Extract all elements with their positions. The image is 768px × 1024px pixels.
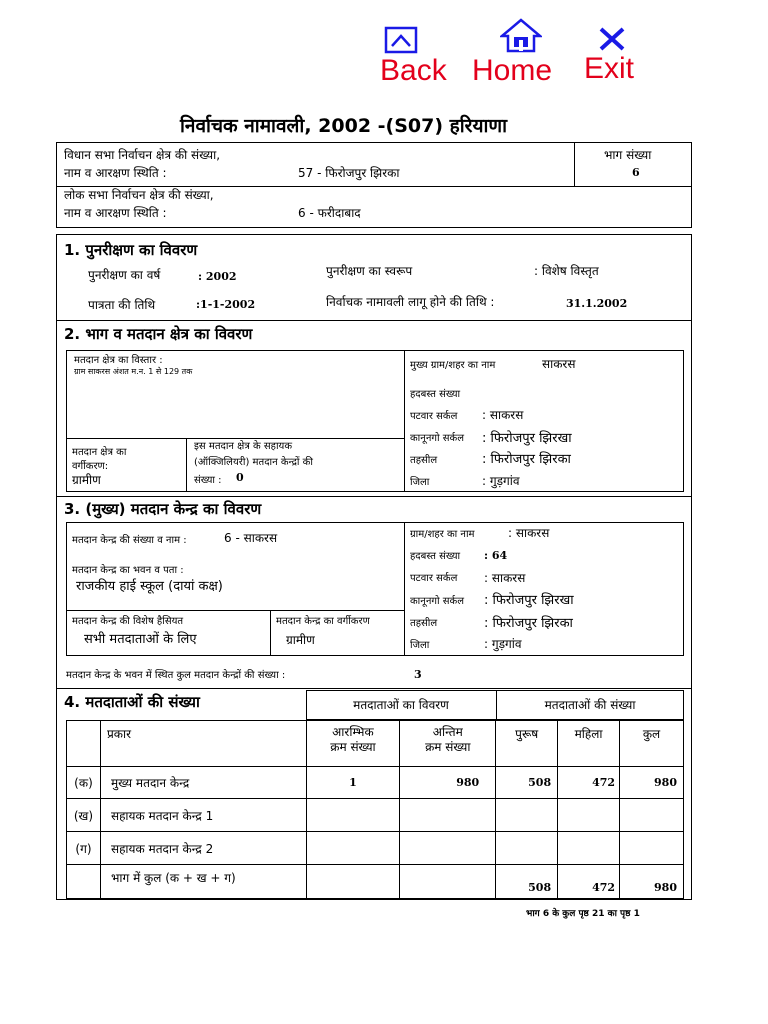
ps-class-label: मतदान केन्द्र का वर्गीकरण [276, 616, 370, 627]
section4-heading: 4. मतदाताओं की संख्या [64, 693, 200, 711]
s3-tehsil-value: : फिरोजपुर झिरका [484, 616, 573, 631]
back-box-icon [384, 26, 418, 54]
row-label: भाग में कुल (क + ख + ग) [110, 871, 236, 885]
row-label: मुख्य मतदान केन्द्र [110, 776, 190, 790]
ps-building-value: राजकीय हाई स्कूल (दायां कक्ष) [76, 579, 223, 594]
effective-date-label: निर्वाचक नामावली लागू होने की तिथि : [326, 295, 495, 309]
s2-hadbast-label: हदबस्त संख्या [410, 389, 461, 400]
area-class-value: ग्रामीण [72, 473, 101, 487]
close-icon [598, 26, 626, 52]
back-button[interactable] [378, 20, 466, 92]
s2-patwar-label: पटवार सर्कल [410, 411, 458, 422]
s3-tehsil-label: तहसील [410, 618, 438, 629]
revision-year-value: : 2002 [198, 270, 237, 283]
s3-kanungo-label: कानूनगो सर्कल [410, 596, 464, 607]
s3-village-value: : साकरस [508, 526, 550, 540]
row-label: सहायक मतदान केन्द्र 2 [110, 841, 214, 856]
row-total: 980 [654, 881, 677, 894]
row-start: 1 [349, 776, 357, 789]
extent-label: मतदान क्षेत्र का विस्तार : [74, 355, 163, 366]
s2-patwar-value: : साकरस [482, 408, 524, 422]
col-start-line1: आरम्भिक [332, 725, 374, 739]
total-centers-label: मतदान केन्द्र के भवन में स्थित कुल मतदान केन्द्रों की संख्या : [66, 670, 286, 681]
ac-label-line1: विधान सभा निर्वाचन क्षेत्र की संख्या, [64, 148, 221, 162]
ps-number-label: मतदान केन्द्र की संख्या व नाम : [72, 535, 187, 546]
s3-hadbast-label: हदबस्त संख्या [410, 551, 461, 562]
aux-centers-value: 0 [236, 471, 244, 484]
s2-district-value: : गुड़गांव [482, 474, 520, 488]
row-label: सहायक मतदान केन्द्र 1 [110, 808, 214, 823]
col-female: महिला [574, 727, 603, 741]
section1-heading: 1. पुनरीक्षण का विवरण [64, 241, 198, 259]
effective-date-value: 31.1.2002 [566, 297, 628, 310]
col-end-line2: क्रम संख्या [425, 740, 471, 754]
exit-button[interactable] [580, 20, 650, 92]
page-footer: भाग 6 के कुल पृष्ठ 21 का पृष्ठ 1 [526, 909, 640, 919]
revision-type-label: पुनरीक्षण का स्वरूप [326, 264, 413, 278]
s2-district-label: जिला [410, 477, 430, 488]
voter-count-table [66, 720, 684, 899]
col-male: पुरूष [515, 727, 539, 741]
aux-centers-line2: (ऑक्जिलियरी) मतदान केन्द्रों की [194, 457, 313, 468]
row-male: 508 [528, 881, 552, 894]
row-mark: (ख) [73, 808, 94, 823]
s2-village-label: मुख्य ग्राम/शहर का नाम [410, 360, 496, 371]
s3-patwar-label: पटवार सर्कल [410, 573, 458, 584]
home-icon [500, 18, 542, 54]
part-value: 6 [632, 166, 640, 179]
extent-value: ग्राम साकरस अंशत म.न. 1 से 129 तक [74, 367, 193, 376]
col-start-line2: क्रम संख्या [330, 740, 376, 754]
qualifying-date-label: पात्रता की तिथि [88, 298, 156, 312]
s3-kanungo-value: : फिरोजपुर झिरखा [484, 593, 574, 608]
pc-value: 6 - फरीदाबाद [298, 206, 361, 220]
col-end-line1: अन्तिम [432, 725, 463, 739]
aux-centers-line1: इस मतदान क्षेत्र के सहायक [194, 441, 293, 452]
s3-district-label: जिला [410, 640, 430, 651]
s3-patwar-value: : साकरस [484, 571, 526, 585]
home-button[interactable] [470, 18, 574, 92]
area-class-label-line1: मतदान क्षेत्र का [72, 447, 127, 458]
col-total: कुल [642, 727, 661, 741]
s2-tehsil-label: तहसील [410, 455, 438, 466]
voter-details-header: मतदाताओं का विवरण [353, 698, 449, 712]
section3-heading: 3. (मुख्य) मतदान केन्द्र का विवरण [64, 500, 262, 518]
row-mark: (ग) [75, 841, 92, 856]
col-type: प्रकार [106, 727, 132, 741]
s2-kanungo-label: कानूनगो सर्कल [410, 433, 464, 444]
table-total-row [67, 865, 684, 899]
home-label: Home [472, 54, 553, 87]
exit-label: Exit [584, 52, 635, 85]
ps-class-value: ग्रामीण [286, 633, 315, 647]
ps-building-label: मतदान केन्द्र का भवन व पता : [72, 565, 184, 576]
row-end: 980 [456, 776, 480, 789]
row-female: 472 [592, 776, 616, 789]
table-header-row [67, 721, 684, 767]
s3-village-label: ग्राम/शहर का नाम [410, 529, 475, 540]
row-male: 508 [528, 776, 552, 789]
revision-type-value: : विशेष विस्तृत [534, 264, 599, 278]
s3-district-value: : गुड़गांव [484, 637, 522, 651]
total-centers-value: 3 [414, 668, 422, 681]
row-total: 980 [654, 776, 677, 789]
s2-village-value: साकरस [542, 357, 576, 371]
pc-label-line2: नाम व आरक्षण स्थिति : [64, 206, 167, 220]
ps-feature-label: मतदान केन्द्र की विशेष हैसियत [72, 616, 184, 627]
part-label: भाग संख्या [604, 148, 652, 162]
ac-value: 57 - फिरोजपुर झिरका [298, 166, 400, 180]
section2-heading: 2. भाग व मतदान क्षेत्र का विवरण [64, 325, 253, 343]
voter-count-header: मतदाताओं की संख्या [544, 698, 636, 712]
page-title: निर्वाचक नामावली, 2002 -(S07) हरियाणा [180, 115, 508, 137]
revision-year-label: पुनरीक्षण का वर्ष [88, 268, 161, 282]
table-row [67, 799, 684, 832]
ac-label-line2: नाम व आरक्षण स्थिति : [64, 166, 167, 180]
back-label: Back [380, 54, 447, 87]
area-class-label-line2: वर्गीकरण: [72, 461, 109, 472]
ps-number-value: 6 - साकरस [224, 531, 278, 545]
pc-label-line1: लोक सभा निर्वाचन क्षेत्र की संख्या, [64, 188, 214, 202]
qualifying-date-value: :1-1-2002 [196, 298, 256, 311]
table-row [67, 767, 684, 799]
table-row [67, 832, 684, 865]
row-female: 472 [592, 881, 616, 894]
s3-hadbast-value: : 64 [484, 549, 508, 562]
ps-feature-value: सभी मतदाताओं के लिए [84, 632, 197, 647]
s2-tehsil-value: : फिरोजपुर झिरका [482, 452, 571, 467]
row-mark: (क) [74, 776, 93, 790]
s2-kanungo-value: : फिरोजपुर झिरखा [482, 431, 572, 446]
aux-centers-line3: संख्या : [194, 475, 222, 486]
